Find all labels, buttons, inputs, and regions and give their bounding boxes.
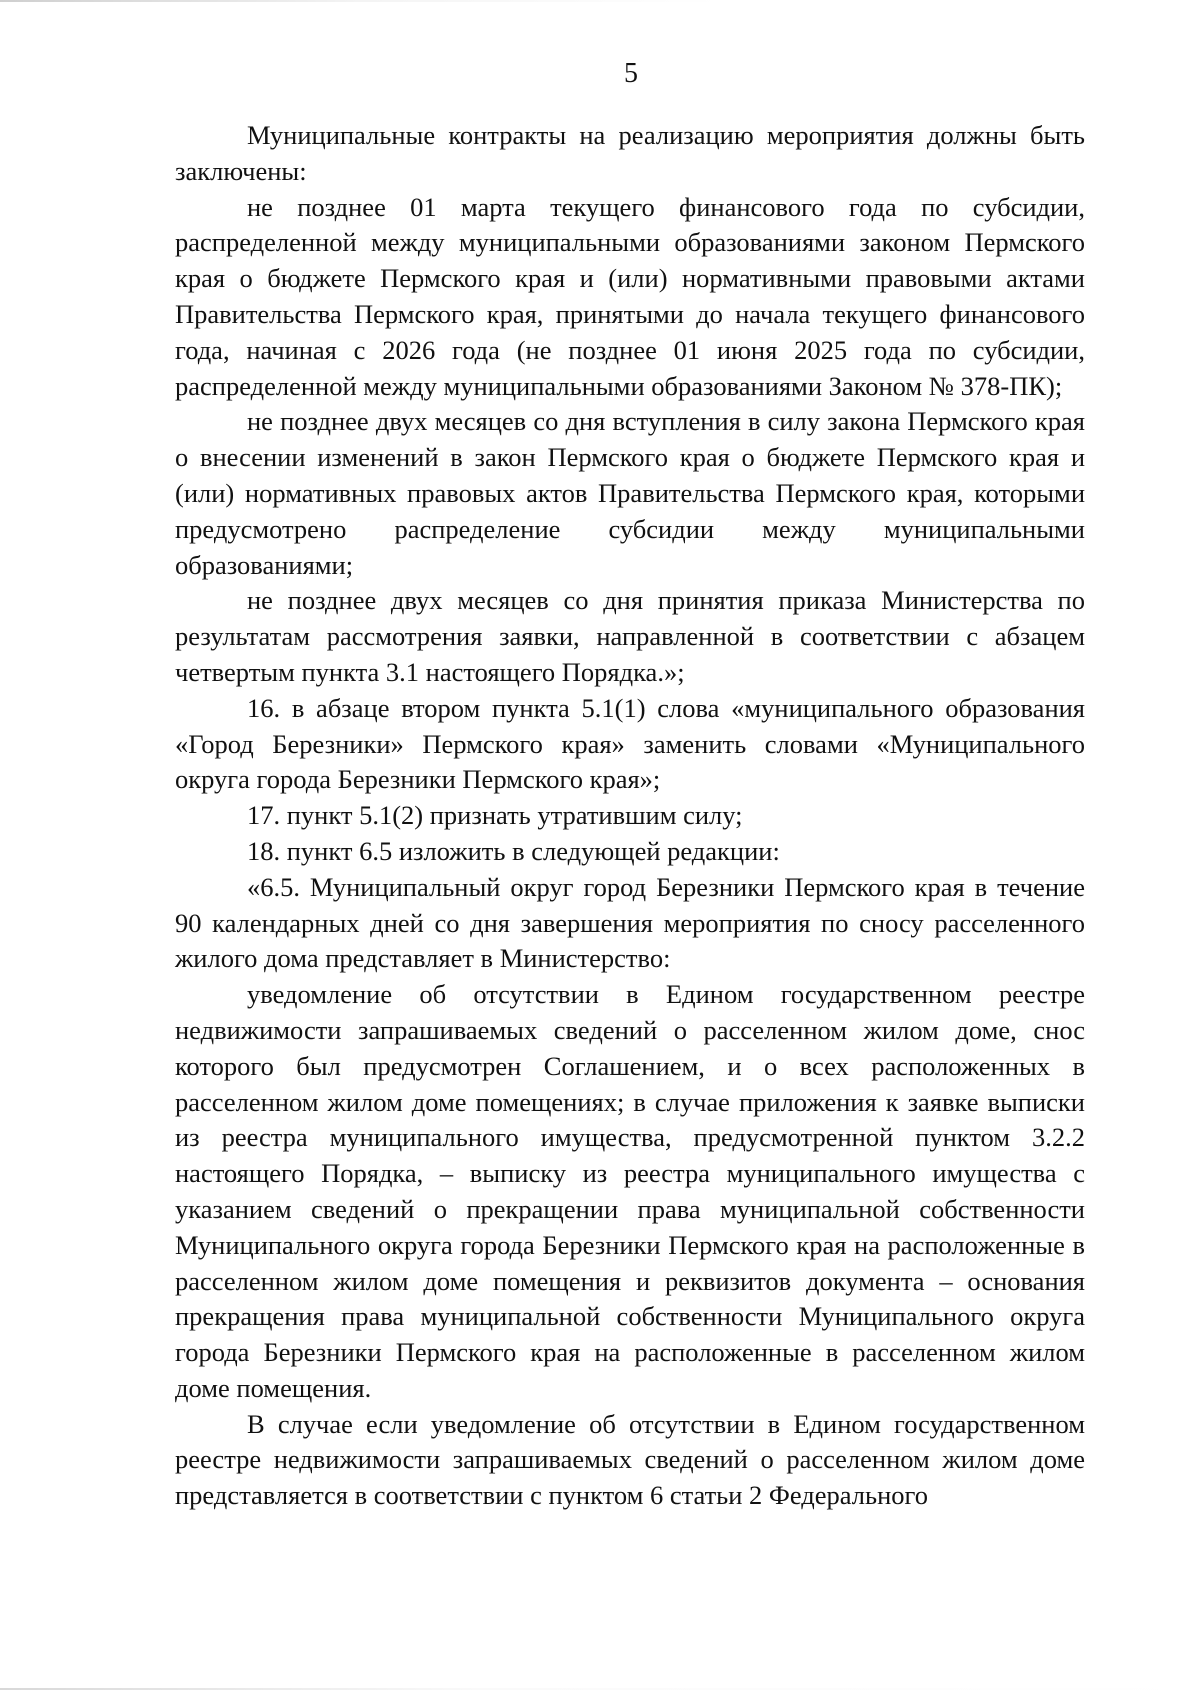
paragraph-deadline-law: не позднее двух месяцев со дня вступления в силу закона Пермского края о внесении изменений в закон Пермского края о бюджете Пермского края и (или) нормативных правовых актов Правительства Пермского края, которыми предусмотрено распределение субсидии между муниципальными образованиями; — [175, 406, 1085, 580]
paragraph-item-16: 16. в абзаце втором пункта 5.1(1) слова «муниципального образования «Город Березники» Пермского края» заменить словами «Муниципального округа города Березники Пермского края»; — [175, 692, 1085, 795]
paragraph-contracts-intro: Муниципальные контракты на реализацию мероприятия должны быть заключены: — [175, 120, 1085, 186]
scan-edge-top — [0, 0, 1200, 2]
page-number: 5 — [624, 58, 638, 89]
paragraph-deadline-march: не позднее 01 марта текущего финансового года по субсидии, распределенной между муниципальными образованиями законом Пермского края о бюджете Пермского края и (или) нормативными правовыми актами Правительства Пермского края, принятыми до начала текущего финансового года, начиная с 2026 года (не позднее 01 июня 2025 года по субсидии, распределенной между муниципальными образованиями Законом № 378-ПК); — [175, 191, 1085, 401]
paragraph-deadline-order: не позднее двух месяцев со дня принятия приказа Министерства по результатам рассмотрения заявки, направленной в соответствии с абзацем четвертым пункта 3.1 настоящего Порядка.»; — [175, 585, 1085, 687]
paragraph-case-notification: В случае если уведомление об отсутствии в Едином государственном реестре недвижимости запрашиваемых сведений о расселенном жилом доме представляется в соответствии с пунктом 6 статьи 2 Федерального — [175, 1408, 1085, 1511]
paragraph-notification: уведомление об отсутствии в Едином государственном реестре недвижимости запрашиваемых сведений о расселенном жилом доме, снос которого был предусмотрен Соглашением, и о всех расположенных в расселенном жилом доме помещениях; в случае приложения к заявке выписки из реестра муниципального имущества, предусмотренной пунктом 3.2.2 настоящего Порядка, – выписку из реестра муниципального имущества с указанием сведений о прекращении права муниципальной собственности Муниципального округа города Березники Пермского края на расположенные в расселенном жилом доме помещения и реквизитов документа – основания прекращения права муниципальной собственности Муниципального округа города Березники Пермского края на расположенные в расселенном жилом доме помещения. — [175, 979, 1085, 1403]
paragraph-clause-6-5: «6.5. Муниципальный округ город Березники Пермского края в течение 90 календарных дней со дня завершения мероприятия по сносу расселенного жилого дома представляет в Министерство: — [175, 871, 1085, 974]
document-body — [175, 118, 1085, 1514]
paragraph-item-17: 17. пункт 5.1(2) признать утратившим силу; — [247, 800, 743, 831]
paragraph-item-18: 18. пункт 6.5 изложить в следующей редакции: — [247, 835, 780, 866]
